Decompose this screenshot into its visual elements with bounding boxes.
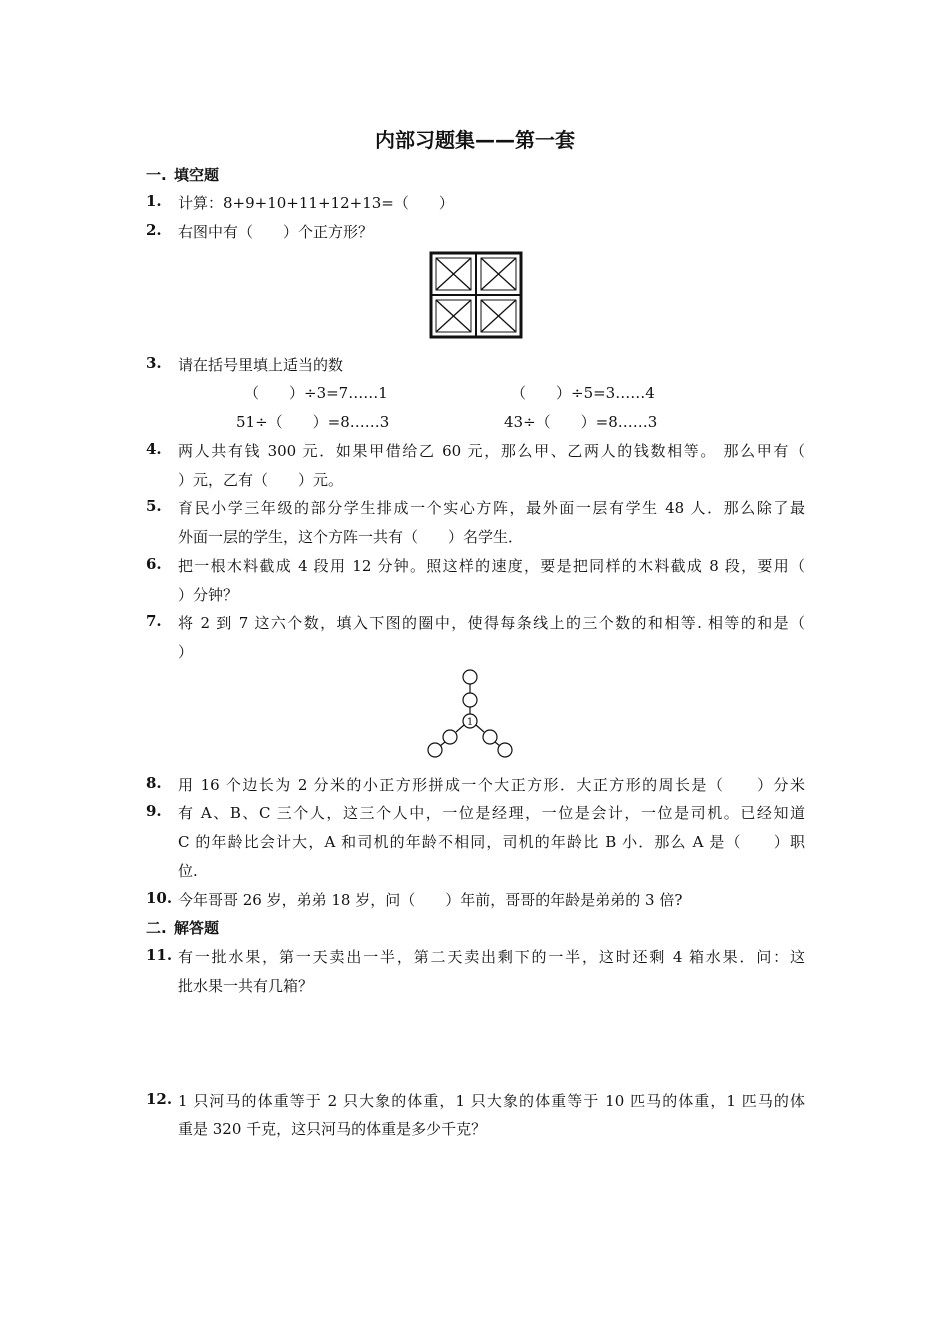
division-expression: （ ）÷5=3……4 bbox=[511, 384, 655, 402]
division-expression: 43÷（ ）=8……3 bbox=[504, 413, 658, 431]
page-title: 内部习题集——第一套 bbox=[375, 128, 575, 152]
circle-tree-figure bbox=[420, 664, 520, 764]
question-text: C 的年龄比会计大，A 和司机的年龄不相同，司机的年龄比 B 小．那么 A 是（ ）职 bbox=[178, 833, 805, 851]
question-number: 2. bbox=[146, 221, 162, 239]
question-text: 育民小学三年级的部分学生排成一个实心方阵，最外面一层有学生 48 人．那么除了最 bbox=[178, 499, 805, 517]
question-text: 将 2 到 7 这六个数，填入下图的圈中，使得每条线上的三个数的和相等. 相等的和是（ bbox=[178, 614, 805, 632]
question-text: 请在括号里填上适当的数 bbox=[178, 356, 344, 374]
number-circle bbox=[428, 743, 442, 757]
section-heading-fill-blank bbox=[146, 164, 219, 185]
section-label: 填空题 bbox=[174, 166, 220, 184]
section-number: 二. bbox=[146, 919, 167, 937]
question-text: 有一批水果，第一天卖出一半，第二天卖出剩下的一半，这时还剩 4 箱水果．问：这 bbox=[178, 948, 805, 966]
question-text: 今年哥哥 26 岁，弟弟 18 岁，问（ ）年前，哥哥的年龄是弟弟的 3 倍? bbox=[178, 891, 683, 909]
question-text: 右图中有（ ）个正方形？ bbox=[178, 223, 374, 241]
question-number: 3. bbox=[146, 354, 162, 372]
question-number: 10. bbox=[146, 889, 173, 907]
question-text: 1 只河马的体重等于 2 只大象的体重，1 只大象的体重等于 10 匹马的体重，1 匹马的体 bbox=[178, 1092, 805, 1110]
number-circle bbox=[463, 693, 477, 707]
question-number: 11. bbox=[146, 946, 173, 964]
division-expression: 51÷（ ）=8……3 bbox=[236, 413, 390, 431]
question-text: 外面一层的学生，这个方阵一共有（ ）名学生． bbox=[178, 528, 524, 546]
number-circle bbox=[463, 670, 477, 684]
question-text: 计算：8+9+10+11+12+13=（ ） bbox=[178, 194, 454, 212]
division-expression: （ ）÷3=7……1 bbox=[244, 384, 388, 402]
question-text: ）元，乙有（ ）元。 bbox=[178, 471, 344, 489]
question-number: 12. bbox=[146, 1090, 173, 1108]
section-heading-answer bbox=[146, 917, 219, 938]
question-text: ） bbox=[178, 643, 194, 661]
question-number: 7. bbox=[146, 612, 162, 630]
center-number: 1 bbox=[466, 717, 474, 728]
question-number: 4. bbox=[146, 440, 162, 458]
question-number: 1. bbox=[146, 192, 162, 210]
question-text: 有 A、B、C 三个人，这三个人中，一位是经理，一位是会计，一位是司机。已经知道 bbox=[178, 804, 805, 822]
question-number: 9. bbox=[146, 802, 162, 820]
question-number: 8. bbox=[146, 774, 162, 792]
question-text: ）分钟？ bbox=[178, 586, 239, 604]
number-circle bbox=[483, 730, 497, 744]
section-number: 一. bbox=[146, 166, 167, 184]
question-text: 批水果一共有几箱？ bbox=[178, 977, 314, 995]
squares-figure bbox=[428, 250, 524, 340]
number-circle bbox=[443, 730, 457, 744]
question-text: 位. bbox=[178, 862, 198, 880]
question-text: 重是 320 千克，这只河马的体重是多少千克？ bbox=[178, 1120, 487, 1138]
question-number: 6. bbox=[146, 555, 162, 573]
question-text: 用 16 个边长为 2 分米的小正方形拼成一个大正方形．大正方形的周长是（ ）分米 bbox=[178, 776, 805, 794]
question-number: 5. bbox=[146, 497, 162, 515]
section-label: 解答题 bbox=[174, 919, 220, 937]
question-text: 两人共有钱 300 元．如果甲借给乙 60 元，那么甲、乙两人的钱数相等。 那么甲有（ bbox=[178, 442, 805, 460]
number-circle bbox=[498, 743, 512, 757]
question-text: 把一根木料截成 4 段用 12 分钟。照这样的速度，要是把同样的木料截成 8 段，要用（ bbox=[178, 557, 805, 575]
